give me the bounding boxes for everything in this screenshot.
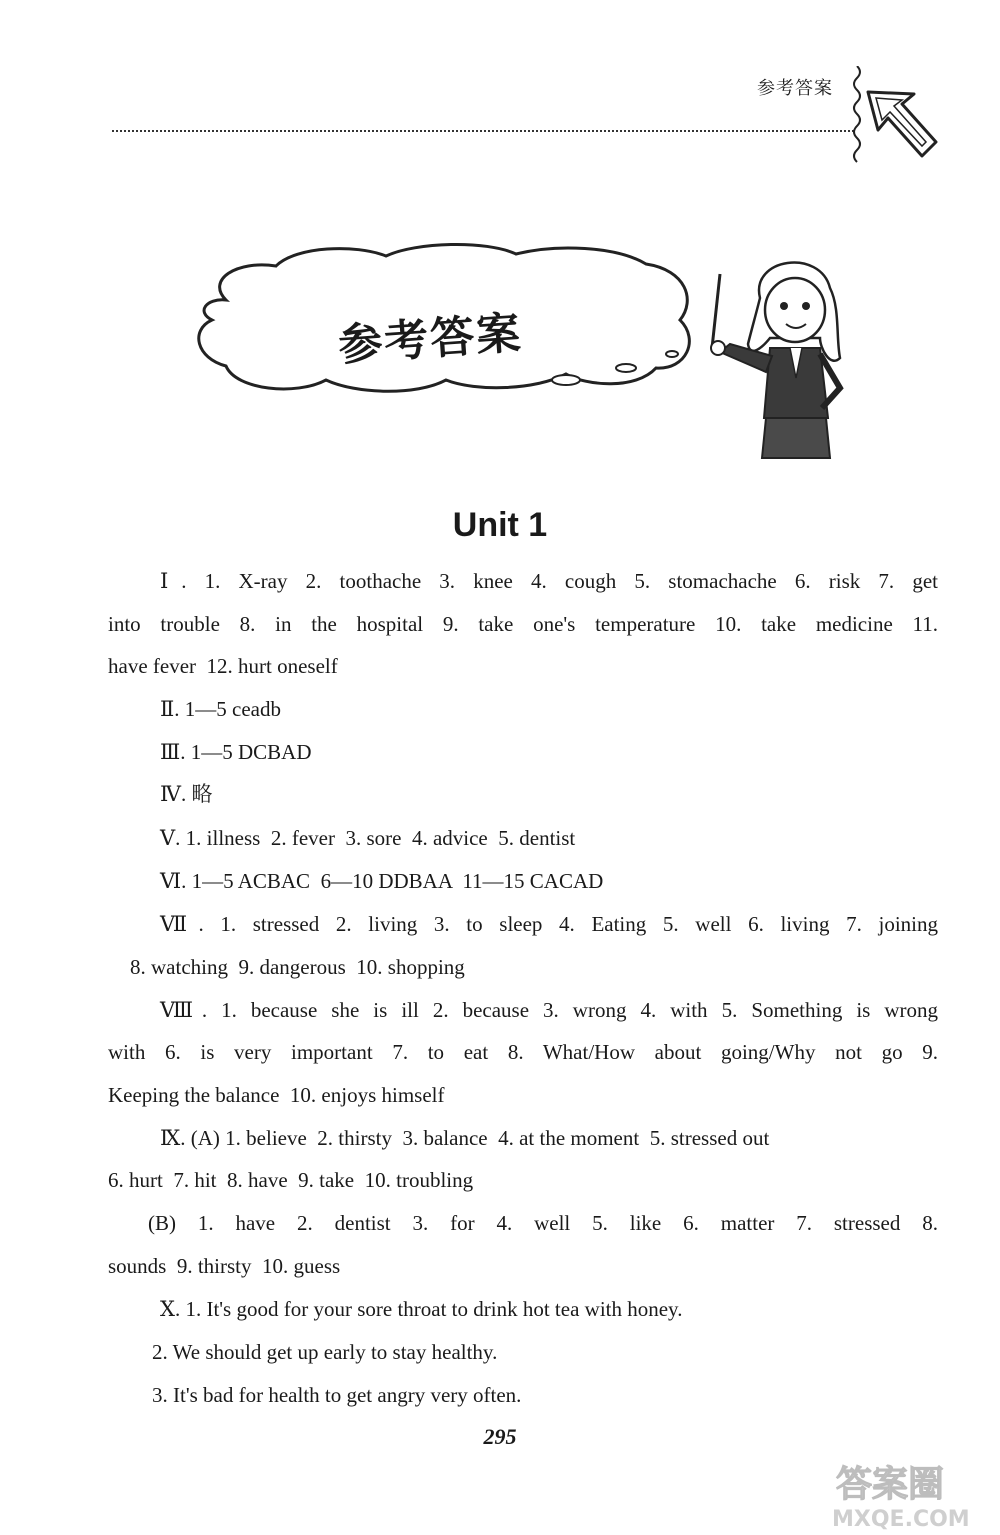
watermark-url: MXQE.COM: [832, 1507, 970, 1532]
answer-line: Ⅱ. 1—5 ceadb: [160, 697, 281, 721]
answer-line: Ⅲ. 1—5 DCBAD: [160, 740, 312, 764]
answer-line: Ⅹ. 1. It's good for your sore throat to drink hot tea with honey.: [160, 1297, 683, 1321]
answer-line: Ⅳ. 略: [160, 782, 213, 806]
answer-line: 6. hurt 7. hit 8. have 9. take 10. troubling: [108, 1168, 474, 1192]
answer-line: with 6. is very important 7. to eat 8. What/How about going/Why not go 9.: [108, 1040, 938, 1064]
answer-line: into trouble 8. in the hospital 9. take one's temperature 10. take medicine 11.: [108, 612, 938, 636]
watermark-logo-text: 答案圈: [836, 1464, 945, 1505]
answer-line: Keeping the balance 10. enjoys himself: [108, 1083, 445, 1107]
answer-line: Ⅴ. 1. illness 2. fever 3. sore 4. advice 5. dentist: [160, 826, 576, 850]
answer-line: sounds 9. thirsty 10. guess: [108, 1254, 341, 1278]
answer-line: 3. It's bad for health to get angry very often.: [152, 1383, 522, 1407]
answer-line: Ⅷ. 1. because she is ill 2. because 3. wrong 4. with 5. Something is wrong: [160, 998, 938, 1022]
answer-line: (B) 1. have 2. dentist 3. for 4. well 5. like 6. matter 7. stressed 8.: [148, 1211, 938, 1235]
banner-title: 参考答案: [336, 307, 524, 372]
answer-line: Ⅵ. 1—5 ACBAC 6—10 DDBAA 11—15 CACAD: [160, 869, 604, 893]
answer-line: have fever 12. hurt oneself: [108, 654, 338, 678]
header-dotted-rule: [112, 130, 854, 132]
unit-title: Unit 1: [452, 506, 548, 544]
watermark-logo-icon: [828, 1456, 996, 1532]
answer-line: Ⅶ. 1. stressed 2. living 3. to sleep 4. Eating 5. well 6. living 7. joining: [160, 912, 938, 936]
answer-line: 2. We should get up early to stay healthy.: [152, 1340, 498, 1364]
teacher-illustration-icon: [690, 248, 860, 468]
answer-line: Ⅰ. 1. X-ray 2. toothache 3. knee 4. cough 5. stomachache 6. risk 7. get: [160, 569, 938, 593]
answer-line: 8. watching 9. dangerous 10. shopping: [130, 955, 465, 979]
page-number: 295: [483, 1424, 517, 1449]
arrow-icon: [862, 84, 942, 164]
answer-line: Ⅸ. (A) 1. believe 2. thirsty 3. balance 4. at the moment 5. stressed out: [160, 1126, 770, 1150]
header-section-label: 参考答案: [757, 78, 833, 99]
